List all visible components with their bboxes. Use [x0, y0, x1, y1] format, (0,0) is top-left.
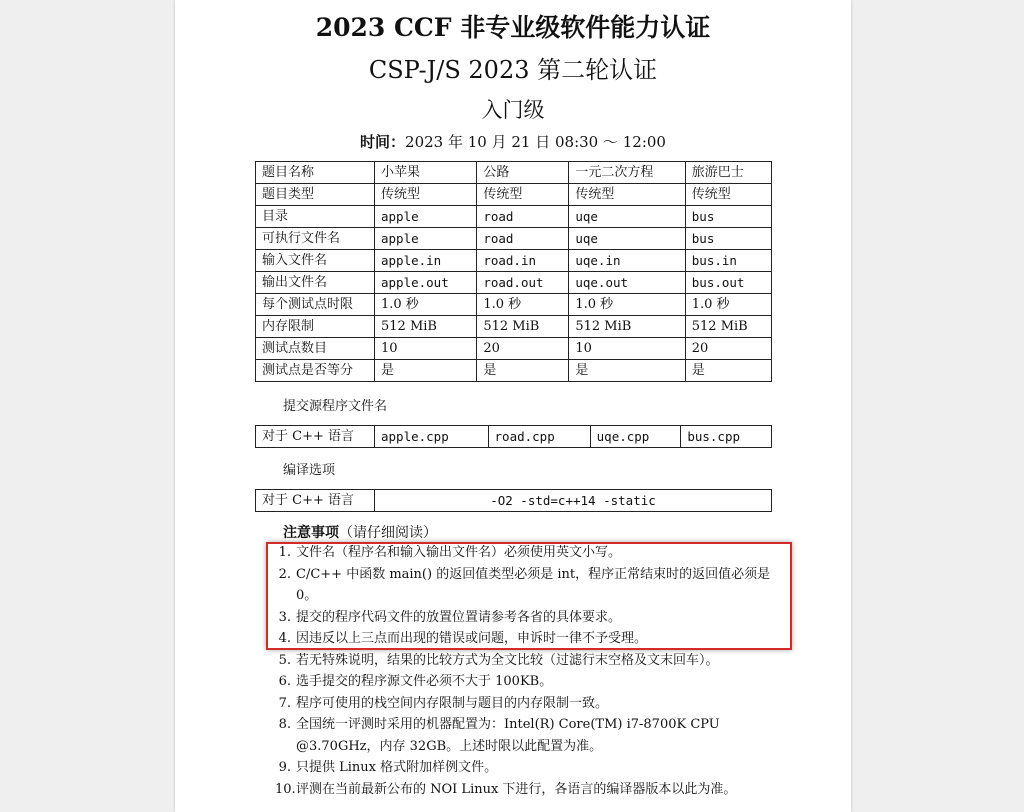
table-cell: 是: [569, 360, 685, 382]
row-label: 目录: [256, 206, 375, 228]
note-item: [275, 542, 775, 564]
table-cell: road.out: [477, 272, 569, 294]
table-row: [256, 184, 772, 206]
note-number: 6.: [278, 674, 291, 689]
table-cell: 对于 C++ 语言: [256, 426, 375, 448]
note-item: [275, 650, 775, 672]
table-cell: 512 MiB: [569, 316, 685, 338]
note-number: 9.: [278, 760, 291, 775]
row-label: 可执行文件名: [256, 228, 375, 250]
table-cell: 1.0 秒: [375, 294, 477, 316]
table-header-cell: 旅游巴士: [685, 162, 771, 184]
note-item: [275, 564, 775, 607]
table-cell: 512 MiB: [685, 316, 771, 338]
table-cell: 是: [685, 360, 771, 382]
table-cell: bus.in: [685, 250, 771, 272]
table-header-cell: 公路: [477, 162, 569, 184]
table-cell: 传统型: [375, 184, 477, 206]
table-cell: road.in: [477, 250, 569, 272]
table-cell: road: [477, 206, 569, 228]
note-number: 10.: [275, 781, 296, 797]
table-header-row: [256, 162, 772, 184]
table-cell: 对于 C++ 语言: [256, 490, 375, 512]
time-label: 时间：: [360, 133, 406, 151]
time-value: 2023 年 10 月 21 日 08:30 ～ 12:00: [405, 133, 666, 151]
note-number: 7.: [278, 695, 291, 711]
note-number: 8.: [278, 717, 291, 732]
note-number: 3.: [278, 609, 291, 625]
table-cell: apple: [375, 206, 477, 228]
compile-options-heading: 编译选项: [283, 463, 336, 478]
note-item: [275, 714, 775, 757]
row-label: 测试点是否等分: [256, 360, 375, 382]
note-text: 因违反以上三点而出现的错误或问题，申诉时一律不予受理。: [296, 631, 648, 646]
notes-list: [275, 542, 775, 800]
table-row: [256, 426, 772, 448]
row-label: 输出文件名: [256, 272, 375, 294]
note-text: 文件名（程序名和输入输出文件名）必须使用英文小写。: [296, 545, 622, 560]
table-row: [256, 316, 772, 338]
note-item: [275, 779, 775, 801]
table-cell: 20: [685, 338, 771, 360]
table-cell: 传统型: [477, 184, 569, 206]
note-text: 全国统一评测时采用的机器配置为：Intel(R) Core(TM) i7-8700K CPU @3.70GHz，内存 32GB。上述时限以此配置为准。: [296, 717, 720, 754]
table-row: [256, 250, 772, 272]
table-row: [256, 228, 772, 250]
table-cell: bus: [685, 228, 771, 250]
page-title: 2023 CCF 非专业级软件能力认证: [315, 13, 711, 42]
table-cell: bus: [685, 206, 771, 228]
table-cell: 是: [477, 360, 569, 382]
row-label: 内存限制: [256, 316, 375, 338]
table-cell: apple.out: [375, 272, 477, 294]
table-cell: 1.0 秒: [569, 294, 685, 316]
table-cell: apple: [375, 228, 477, 250]
note-item: [275, 757, 775, 779]
row-label: 测试点数目: [256, 338, 375, 360]
notes-title: 注意事项: [283, 525, 339, 541]
note-number: 5.: [278, 652, 291, 668]
row-label: 每个测试点时限: [256, 294, 375, 316]
table-cell: bus.cpp: [681, 426, 772, 448]
table-cell: road: [477, 228, 569, 250]
note-text: 选手提交的程序源文件必须不大于 100KB。: [296, 674, 553, 689]
table-cell: apple.cpp: [375, 426, 489, 448]
table-cell: road.cpp: [488, 426, 590, 448]
note-text: 若无特殊说明，结果的比较方式为全文比较（过滤行末空格及文末回车）。: [296, 652, 719, 668]
table-row: [256, 294, 772, 316]
table-cell: 是: [375, 360, 477, 382]
note-text: C/C++ 中函数 main() 的返回值类型必须是 int，程序正常结束时的返回值必须是 0。: [296, 566, 771, 603]
note-number: 1.: [278, 545, 291, 560]
table-cell: uqe: [569, 206, 685, 228]
note-number: 2.: [278, 566, 291, 582]
source-filename-heading: 提交源程序文件名: [283, 399, 388, 414]
table-cell: 1.0 秒: [685, 294, 771, 316]
page-subtitle: CSP-J/S 2023 第二轮认证: [368, 56, 658, 84]
table-cell: 512 MiB: [477, 316, 569, 338]
table-cell: bus.out: [685, 272, 771, 294]
exam-time: [175, 131, 851, 152]
source-filename-table: [255, 425, 772, 448]
table-header-cell: 一元二次方程: [569, 162, 685, 184]
notes-heading: [283, 522, 437, 542]
table-cell: 20: [477, 338, 569, 360]
note-item: [275, 607, 775, 629]
note-text: 程序可使用的栈空间内存限制与题目的内存限制一致。: [296, 695, 609, 711]
table-cell: 传统型: [685, 184, 771, 206]
row-label: 题目类型: [256, 184, 375, 206]
table-cell: 传统型: [569, 184, 685, 206]
note-number: 4.: [278, 631, 291, 646]
row-label: 输入文件名: [256, 250, 375, 272]
note-item: [275, 628, 775, 650]
table-cell: uqe: [569, 228, 685, 250]
problem-info-table: [255, 161, 772, 382]
table-cell: 1.0 秒: [477, 294, 569, 316]
note-item: [275, 671, 775, 693]
table-cell: 512 MiB: [375, 316, 477, 338]
table-header-cell: 小苹果: [375, 162, 477, 184]
table-row: [256, 338, 772, 360]
table-cell: 10: [569, 338, 685, 360]
note-text: 提交的程序代码文件的放置位置请参考各省的具体要求。: [296, 609, 622, 625]
document-page: [175, 0, 851, 812]
table-cell: 10: [375, 338, 477, 360]
note-text: 评测在当前最新公布的 NOI Linux 下进行，各语言的编译器版本以此为准。: [296, 781, 737, 797]
notes-title-suffix: （请仔细阅读）: [339, 525, 437, 541]
table-header-cell: 题目名称: [256, 162, 375, 184]
compile-flags: -O2 -std=c++14 -static: [375, 490, 772, 512]
table-cell: uqe.out: [569, 272, 685, 294]
table-cell: uqe.cpp: [590, 426, 681, 448]
table-cell: apple.in: [375, 250, 477, 272]
table-row: [256, 490, 772, 512]
table-cell: uqe.in: [569, 250, 685, 272]
note-item: [275, 693, 775, 715]
level-heading: 入门级: [481, 98, 545, 122]
table-row: [256, 272, 772, 294]
compile-options-table: [255, 489, 772, 512]
table-row: [256, 206, 772, 228]
note-text: 只提供 Linux 格式附加样例文件。: [296, 760, 498, 775]
table-row: [256, 360, 772, 382]
